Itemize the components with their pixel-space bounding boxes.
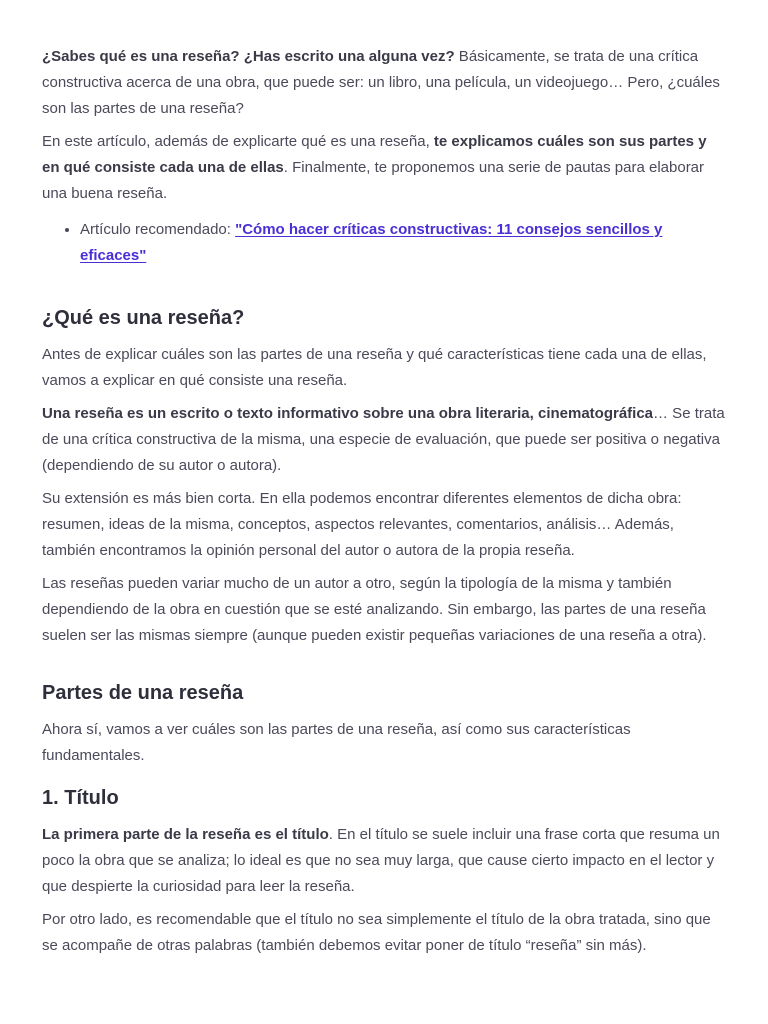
que-paragraph-3: Su extensión es más bien corta. En ella podemos encontrar diferentes elementos de dicha obra: resumen, ideas de la misma, conceptos, aspectos relevantes, comentarios, análisis… Además, también encontramos la opinión personal del autor o autora de la propia reseña. [42, 490, 682, 559]
heading-partes-de-una-resena: Partes de una reseña [42, 682, 244, 704]
recommended-prefix: Artículo recomendado: [80, 221, 236, 238]
que-paragraph-2-strong: Una reseña es un escrito o texto informativo sobre una obra literaria, cinematográfica [42, 405, 654, 422]
titulo-paragraph-1-strong: La primera parte de la reseña es el título [42, 826, 329, 843]
heading-titulo: 1. Título [42, 787, 119, 809]
titulo-paragraph-1 [42, 822, 726, 900]
recommended-list [42, 217, 726, 269]
intro-paragraph-2-strong: te explicamos cuáles son sus partes y en qué consiste cada una de ellas [42, 133, 707, 176]
intro-paragraph-1-text: Básicamente, se trata de una crítica constructiva acerca de una obra, que puede ser: un libro, una película, un videojuego… Pero, ¿cuáles son las partes de una reseña? [42, 48, 720, 117]
intro-paragraph-2-start: En este artículo, además de explicarte qué es una reseña, [42, 133, 434, 150]
heading-que-es-una-resena: ¿Qué es una reseña? [42, 307, 245, 329]
que-paragraph-2-text: … Se trata de una crítica constructiva de la misma, una especie de evaluación, que puede ser positiva o negativa (dependiendo de su autor o autora). [42, 405, 725, 474]
intro-question-strong: ¿Sabes qué es una reseña? ¿Has escrito una alguna vez? [42, 48, 455, 65]
recommended-article-link[interactable]: "Cómo hacer críticas constructivas: 11 consejos sencillos y eficaces" [80, 221, 663, 264]
titulo-paragraph-2: Por otro lado, es recomendable que el título no sea simplemente el título de la obra tratada, sino que se acompañe de otras palabras (también debemos evitar poner de título “reseña” sin más). [42, 911, 711, 954]
que-paragraph-2 [42, 401, 726, 479]
partes-paragraph-1: Ahora sí, vamos a ver cuáles son las partes de una reseña, así como sus características fundamentales. [42, 721, 631, 764]
que-paragraph-1: Antes de explicar cuáles son las partes de una reseña y qué características tiene cada una de ellas, vamos a explicar en qué consiste una reseña. [42, 346, 707, 389]
recommended-item [80, 217, 726, 269]
intro-paragraph-2 [42, 129, 726, 207]
intro-paragraph-2-end: . Finalmente, te proponemos una serie de pautas para elaborar una buena reseña. [42, 159, 705, 202]
titulo-paragraph-1-text: . En el título se suele incluir una frase corta que resuma un poco la obra que se analiza; lo ideal es que no sea muy larga, que cause cierto impacto en el lector y que despierte la curiosidad para leer la reseña. [42, 826, 720, 895]
intro-paragraph-1 [42, 44, 726, 122]
que-paragraph-4: Las reseñas pueden variar mucho de un autor a otro, según la tipología de la misma y también dependiendo de la obra en cuestión que se esté analizando. Sin embargo, las partes de una reseña suelen ser las mismas siempre (aunque pueden existir pequeñas variaciones de una reseña a otra). [42, 575, 707, 644]
